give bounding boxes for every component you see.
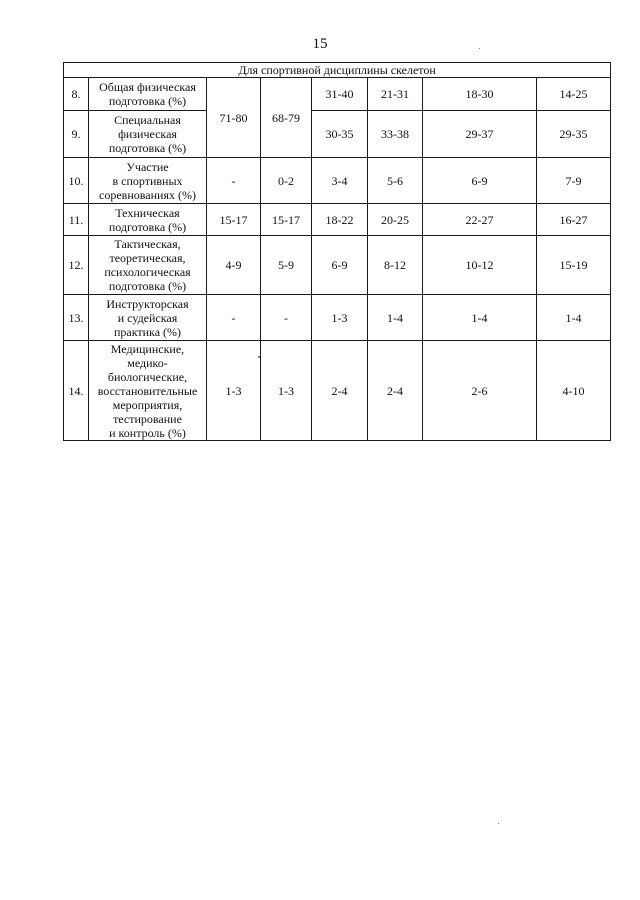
row-label-line: Техническая [115,205,180,220]
row-label [89,158,207,204]
value-cell: 15-17 [207,204,261,236]
row-label-line: подготовка (%) [108,94,187,108]
value-cell: - [207,158,261,204]
value-cell: 14-25 [537,78,611,111]
value-cell: 4-9 [207,236,261,295]
value-cell: 1-3 [261,341,312,441]
value-cell: 5-9 [261,236,312,295]
value-cell: 29-35 [537,111,611,158]
value-cell: 22-27 [423,204,537,236]
row-label-line: Участие [126,159,169,174]
row-label-line: медико- [127,355,168,370]
row-label-line: и судейская [117,310,178,325]
table-row [64,295,611,341]
row-label-line: физическая [118,127,177,141]
row-label-line: Тактическая, [114,237,181,251]
row-label-line: и контроль (%) [109,425,186,440]
value-cell: 20-25 [368,204,423,236]
table-row [64,78,611,111]
value-cell: 18-30 [423,78,537,111]
value-cell: 10-12 [423,236,537,295]
value-cell: 1-4 [537,295,611,341]
value-cell: 2-4 [312,341,368,441]
row-label-line: Специальная [114,113,181,127]
value-cell: 2-4 [368,341,423,441]
row-number: 14. [64,341,89,441]
row-label-line: соревнованиях (%) [99,187,196,202]
row-label-line: Общая физическая [99,80,196,94]
row-label [89,111,207,158]
value-cell: 71-80 [207,78,261,158]
row-label [89,295,207,341]
value-cell: 0-2 [261,158,312,204]
row-label-line: Инструкторская [106,296,189,311]
value-cell: 30-35 [312,111,368,158]
value-cell: - [207,295,261,341]
value-cell: 16-27 [537,204,611,236]
row-number: 10. [64,158,89,204]
value-cell: 2-6 [423,341,537,441]
row-number: 9. [64,111,89,158]
row-label-line: тестирование [113,411,182,426]
row-label-line: подготовка (%) [108,279,187,293]
value-cell: 1-3 [207,341,261,441]
value-cell: 1-4 [423,295,537,341]
table-row [64,204,611,236]
value-cell: 8-12 [368,236,423,295]
row-number: 11. [64,204,89,236]
table-header-row [64,63,611,78]
value-cell: 6-9 [423,158,537,204]
table-row [64,236,611,295]
row-label-line: восстановительные [97,383,198,398]
value-cell: 21-31 [368,78,423,111]
value-cell: 6-9 [312,236,368,295]
value-cell: 4-10 [537,341,611,441]
value-cell: 68-79 [261,78,312,158]
training-structure-table [63,62,611,441]
value-cell: 1-4 [368,295,423,341]
table-header: Для спортивной дисциплины скелетон [64,63,611,78]
row-label [89,236,207,295]
value-cell: 18-22 [312,204,368,236]
row-label-line: теоретическая, [109,251,186,265]
value-cell: 33-38 [368,111,423,158]
table-row [64,158,611,204]
row-label [89,341,207,441]
row-label-line: Медицинские, [110,341,185,356]
value-cell: 3-4 [312,158,368,204]
table-row [64,341,611,441]
row-label-line: психологическая [104,265,191,279]
scan-speck [498,823,499,824]
scan-speck [479,48,480,49]
value-cell: 15-17 [261,204,312,236]
row-number: 12. [64,236,89,295]
value-cell: 1-3 [312,295,368,341]
row-label-line: подготовка (%) [108,141,187,155]
scan-speck [258,356,260,358]
value-cell: 31-40 [312,78,368,111]
table-row [64,111,611,158]
page-number: 15 [312,36,328,52]
value-cell: 7-9 [537,158,611,204]
row-label [89,78,207,111]
value-cell: - [261,295,312,341]
row-label-line: биологические, [107,369,188,384]
row-label-line: практика (%) [113,324,182,339]
row-label-line: в спортивных [112,173,183,188]
row-number: 13. [64,295,89,341]
row-label [89,204,207,236]
value-cell: 29-37 [423,111,537,158]
value-cell: 5-6 [368,158,423,204]
value-cell: 15-19 [537,236,611,295]
row-label-line: подготовка (%) [108,219,187,234]
row-label-line: мероприятия, [112,397,183,412]
row-number: 8. [64,78,89,111]
